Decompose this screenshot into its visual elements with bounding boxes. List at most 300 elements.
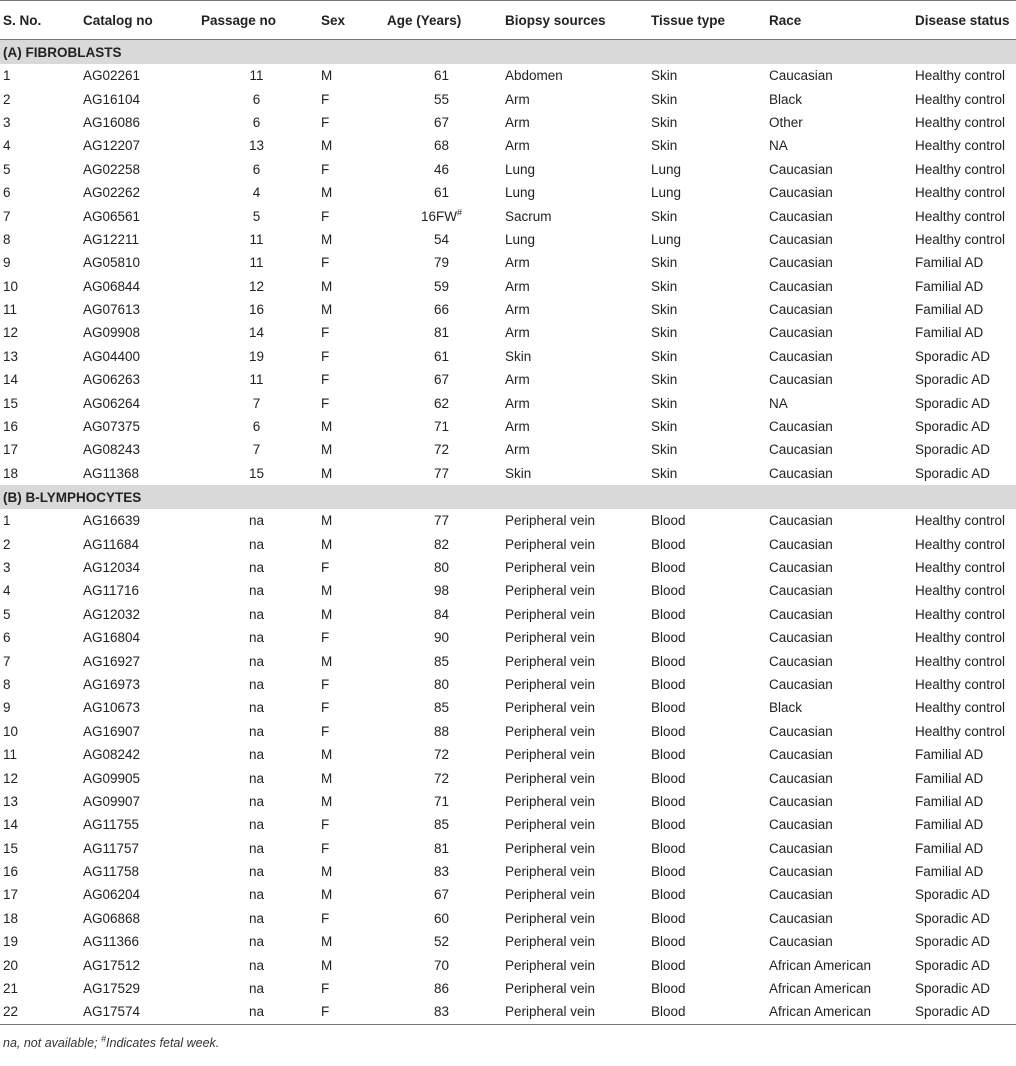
cell-biopsy-source: Arm — [505, 138, 530, 154]
cell-catalog-no: AG06264 — [83, 395, 141, 411]
section-title: (A) FIBROBLASTS — [0, 40, 1016, 65]
cell-disease-status: Familial AD — [915, 325, 984, 341]
cell-race: Black — [769, 700, 803, 716]
cell-race: Caucasian — [769, 536, 833, 552]
cell-passage-no: na — [248, 653, 265, 669]
cell-s-no: 4 — [3, 138, 11, 154]
cell-passage-no: 5 — [252, 208, 261, 224]
cell-passage-no: 6 — [252, 161, 261, 177]
cell-age: 16FW# — [420, 207, 463, 224]
cell-sex: F — [321, 325, 330, 341]
cell-sex: M — [321, 934, 333, 950]
cell-tissue-type: Blood — [651, 981, 686, 997]
cell-passage-no: 13 — [248, 138, 265, 154]
cell-race: Caucasian — [769, 513, 833, 529]
header-biopsy-sources: Biopsy sources — [502, 1, 648, 40]
cell-s-no: 9 — [3, 700, 11, 716]
cell-disease-status: Healthy control — [915, 68, 1006, 84]
cell-s-no: 16 — [3, 864, 19, 880]
cell-age: 81 — [433, 840, 450, 856]
cell-biopsy-source: Peripheral vein — [505, 747, 596, 763]
cell-race: Caucasian — [769, 185, 833, 201]
table-row — [0, 813, 1016, 836]
cell-catalog-no: AG11757 — [83, 840, 140, 856]
cell-passage-no: 6 — [252, 114, 261, 130]
cell-disease-status: Healthy control — [915, 208, 1006, 224]
cell-catalog-no: AG06263 — [83, 372, 141, 388]
cell-catalog-no: AG11716 — [83, 583, 140, 599]
cell-biopsy-source: Arm — [505, 302, 530, 318]
cell-disease-status: Familial AD — [915, 817, 984, 833]
table-row — [0, 251, 1016, 274]
cell-catalog-no: AG06204 — [83, 887, 141, 903]
cell-race: Caucasian — [769, 208, 833, 224]
cell-sex: M — [321, 419, 333, 435]
cell-biopsy-source: Arm — [505, 372, 530, 388]
cell-sex: F — [321, 372, 330, 388]
cell-catalog-no: AG16973 — [83, 676, 141, 692]
cell-passage-no: na — [248, 864, 265, 880]
cell-race: Caucasian — [769, 348, 833, 364]
cell-sex: M — [321, 747, 333, 763]
cell-age: 82 — [433, 536, 450, 552]
cell-race: Caucasian — [769, 606, 833, 622]
table-row — [0, 64, 1016, 87]
cell-biopsy-source: Peripheral vein — [505, 536, 596, 552]
cell-tissue-type: Lung — [651, 161, 682, 177]
cell-disease-status: Healthy control — [915, 583, 1006, 599]
cell-sex: F — [321, 700, 330, 716]
cell-race: NA — [769, 395, 788, 411]
cell-age: 85 — [433, 817, 450, 833]
cell-race: Caucasian — [769, 864, 833, 880]
cell-passage-no: 11 — [249, 68, 264, 84]
cell-biopsy-source: Peripheral vein — [505, 700, 596, 716]
cell-biopsy-source: Lung — [505, 161, 536, 177]
table-row — [0, 87, 1016, 110]
cell-biopsy-source: Arm — [505, 419, 530, 435]
cell-passage-no: na — [248, 747, 265, 763]
cell-s-no: 7 — [3, 208, 11, 224]
cell-passage-no: na — [248, 840, 265, 856]
cell-biopsy-source: Peripheral vein — [505, 793, 596, 809]
cell-passage-no: na — [198, 1000, 318, 1024]
cell-biopsy-source: Peripheral vein — [505, 981, 596, 997]
cell-tissue-type: Blood — [651, 957, 686, 973]
cell-race: Caucasian — [769, 747, 833, 763]
cell-tissue-type: Lung — [651, 231, 682, 247]
table-footnote — [0, 1025, 1016, 1050]
cell-age: 77 — [433, 513, 450, 529]
cell-s-no: 18 — [3, 910, 19, 926]
cell-s-no: 19 — [3, 934, 19, 950]
cell-disease-status: Healthy control — [915, 161, 1006, 177]
header-catalog-no: Catalog no — [80, 1, 198, 40]
cell-disease-status: Sporadic AD — [915, 372, 991, 388]
table-row — [0, 766, 1016, 789]
table-row — [0, 743, 1016, 766]
cell-biopsy-source: Peripheral vein — [505, 887, 596, 903]
cell-sex: F — [321, 208, 330, 224]
cell-disease-status: Healthy control — [915, 606, 1006, 622]
cell-sex: M — [321, 231, 333, 247]
cell-age: 84 — [433, 606, 450, 622]
cell-catalog-no: AG02258 — [83, 161, 141, 177]
cell-sex: F — [321, 676, 330, 692]
cell-age: 67 — [433, 887, 450, 903]
cell-s-no: 1 — [3, 513, 11, 529]
cell-catalog-no: AG04400 — [83, 348, 141, 364]
table-row — [0, 907, 1016, 930]
header-passage-no: Passage no — [198, 1, 318, 40]
cell-passage-no: na — [248, 981, 265, 997]
cell-biopsy-source: Arm — [505, 395, 530, 411]
cell-sex: M — [321, 864, 333, 880]
cell-s-no: 11 — [3, 302, 18, 318]
cell-s-no: 6 — [3, 185, 11, 201]
cell-age: 71 — [433, 793, 450, 809]
table-row — [0, 837, 1016, 860]
cell-sex: M — [321, 302, 333, 318]
header-sex: Sex — [318, 1, 384, 40]
cell-race: Caucasian — [769, 887, 833, 903]
footnote-hash: # — [101, 1033, 107, 1044]
table-row — [0, 603, 1016, 626]
cell-passage-no: na — [248, 817, 265, 833]
cell-catalog-no: AG11366 — [83, 934, 140, 950]
cell-age: 46 — [433, 161, 450, 177]
cell-race: Caucasian — [769, 723, 833, 739]
cell-disease-status: Healthy control — [915, 676, 1006, 692]
cell-age: 71 — [433, 419, 450, 435]
section-title: (B) B-LYMPHOCYTES — [0, 485, 1016, 509]
cell-catalog-no: AG06844 — [83, 278, 141, 294]
cell-catalog-no: AG09907 — [83, 793, 141, 809]
cell-biopsy-source: Lung — [505, 185, 536, 201]
cell-biopsy-source: Arm — [505, 278, 530, 294]
cell-disease-status: Healthy control — [915, 560, 1006, 575]
cell-passage-no: na — [248, 513, 265, 529]
table-row — [0, 977, 1016, 1000]
cell-catalog-no: AG02262 — [83, 185, 141, 201]
cell-biopsy-source: Peripheral vein — [505, 910, 596, 926]
cell-catalog-no: AG16639 — [83, 513, 141, 529]
cell-s-no: 4 — [3, 583, 11, 599]
cell-catalog-no: AG10673 — [83, 700, 141, 716]
table-row — [0, 860, 1016, 883]
cell-tissue-type: Skin — [651, 208, 678, 224]
cell-disease-status: Healthy control — [915, 114, 1006, 130]
cell-passage-no: 4 — [252, 185, 261, 201]
cell-biopsy-source: Peripheral vein — [505, 560, 596, 575]
cell-tissue-type: Blood — [651, 583, 686, 599]
cell-disease-status: Sporadic AD — [915, 934, 991, 950]
cell-passage-no: na — [248, 793, 265, 809]
cell-age: 61 — [433, 185, 450, 201]
cell-biopsy-source: Arm — [505, 442, 530, 458]
cell-race: Caucasian — [769, 817, 833, 833]
cell-sex: F — [321, 723, 330, 739]
cell-passage-no: na — [248, 723, 265, 739]
cell-disease-status: Sporadic AD — [915, 465, 991, 481]
cell-catalog-no: AG11755 — [83, 817, 140, 833]
cell-passage-no: na — [248, 583, 265, 599]
cell-tissue-type: Blood — [651, 747, 686, 763]
cell-age: 61 — [433, 68, 450, 84]
cell-s-no: 13 — [3, 793, 19, 809]
cell-age: 80 — [433, 560, 450, 575]
cell-biopsy-source: Peripheral vein — [505, 630, 596, 646]
cell-age: 86 — [433, 981, 450, 997]
cell-sex: F — [321, 395, 330, 411]
table-row — [0, 790, 1016, 813]
table-row — [0, 649, 1016, 672]
cell-catalog-no: AG05810 — [83, 255, 141, 271]
table-row — [0, 415, 1016, 438]
cell-catalog-no: AG06561 — [83, 208, 141, 224]
cell-race: Caucasian — [769, 161, 833, 177]
cell-tissue-type: Blood — [651, 770, 686, 786]
cell-tissue-type: Blood — [651, 723, 686, 739]
header-s-no: S. No. — [0, 1, 80, 40]
cell-tissue-type: Skin — [651, 68, 678, 84]
cell-catalog-no: AG12034 — [83, 560, 141, 575]
cell-passage-no: na — [248, 910, 265, 926]
cell-catalog-no: AG12032 — [83, 606, 141, 622]
table-row — [0, 579, 1016, 602]
cell-sex: F — [318, 1000, 384, 1024]
cell-biopsy-source: Arm — [505, 325, 530, 341]
cell-disease-status: Sporadic AD — [915, 419, 991, 435]
cell-tissue-type: Blood — [651, 887, 686, 903]
table-row — [0, 321, 1016, 344]
cell-s-no: 22 — [0, 1000, 80, 1024]
cell-catalog-no: AG07375 — [83, 419, 141, 435]
cell-race: Black — [769, 91, 803, 107]
cell-tissue-type: Skin — [651, 278, 678, 294]
cell-biopsy-source: Peripheral vein — [505, 723, 596, 739]
cell-s-no: 1 — [3, 68, 11, 84]
cell-sex: F — [321, 91, 330, 107]
cell-disease-status: Healthy control — [915, 185, 1006, 201]
cell-race: Caucasian — [769, 793, 833, 809]
cell-passage-no: na — [248, 887, 265, 903]
cell-passage-no: na — [248, 770, 265, 786]
cell-biopsy-source: Abdomen — [505, 68, 563, 84]
cell-tissue-type: Blood — [651, 513, 686, 529]
cell-s-no: 5 — [3, 606, 11, 622]
cell-age: 79 — [433, 255, 450, 271]
cell-disease-status: Healthy control — [915, 700, 1006, 716]
table-row — [0, 438, 1016, 461]
cell-race: Caucasian — [769, 560, 833, 575]
table-row — [0, 228, 1016, 251]
cell-biopsy-source: Arm — [505, 114, 530, 130]
footnote-fetal: Indicates fetal week. — [106, 1035, 220, 1050]
cell-disease-status: Familial AD — [915, 278, 984, 294]
cell-sex: F — [321, 348, 330, 364]
cell-catalog-no: AG09908 — [83, 325, 141, 341]
cell-disease-status: Healthy control — [915, 653, 1006, 669]
table-row — [0, 930, 1016, 953]
cell-passage-no: 11 — [249, 255, 264, 271]
cell-age: 68 — [433, 138, 450, 154]
cell-disease-status: Sporadic AD — [912, 1000, 1016, 1024]
table-row — [0, 532, 1016, 555]
cell-tissue-type: Skin — [651, 372, 678, 388]
cell-sex: M — [321, 583, 333, 599]
cell-s-no: 16 — [3, 419, 19, 435]
cell-tissue-type: Blood — [651, 934, 686, 950]
cell-catalog-no: AG08243 — [83, 442, 141, 458]
table-row — [0, 158, 1016, 181]
cell-age: 70 — [433, 957, 450, 973]
cell-s-no: 2 — [3, 91, 11, 107]
cell-race: African American — [766, 1000, 912, 1024]
table-row — [0, 953, 1016, 976]
cell-age: 54 — [433, 231, 450, 247]
cell-s-no: 6 — [3, 630, 11, 646]
cell-sex: M — [321, 68, 333, 84]
cell-s-no: 12 — [3, 770, 19, 786]
cell-tissue-type: Blood — [651, 536, 686, 552]
cell-s-no: 12 — [3, 325, 19, 341]
cell-disease-status: Familial AD — [915, 864, 984, 880]
cell-age: 72 — [433, 442, 450, 458]
table-row — [0, 204, 1016, 227]
cell-biopsy-source: Arm — [505, 91, 530, 107]
table-row — [0, 1000, 1016, 1024]
cell-race: Caucasian — [769, 68, 833, 84]
cell-disease-status: Healthy control — [915, 723, 1006, 739]
cell-s-no: 3 — [3, 560, 11, 575]
cell-biopsy-source: Lung — [505, 231, 536, 247]
table-row — [0, 134, 1016, 157]
table-row — [0, 626, 1016, 649]
cell-passage-no: 11 — [249, 372, 264, 388]
cell-disease-status: Sporadic AD — [915, 887, 991, 903]
cell-disease-status: Healthy control — [915, 91, 1006, 107]
cell-biopsy-source: Peripheral vein — [505, 653, 596, 669]
cell-age: 72 — [433, 770, 450, 786]
cell-sex: F — [321, 114, 330, 130]
cell-tissue-type: Blood — [651, 910, 686, 926]
cell-biopsy-source: Peripheral vein — [502, 1000, 648, 1024]
cell-passage-no: 7 — [252, 442, 261, 458]
cell-passage-no: 6 — [252, 419, 261, 435]
table-row — [0, 673, 1016, 696]
cell-passage-no: 11 — [249, 231, 264, 247]
cell-disease-status: Healthy control — [915, 138, 1006, 154]
cell-catalog-no: AG06868 — [83, 910, 141, 926]
cell-tissue-type: Blood — [651, 817, 686, 833]
cell-race: Caucasian — [769, 934, 833, 950]
cell-biopsy-source: Skin — [505, 465, 532, 481]
cell-tissue-type: Skin — [651, 465, 678, 481]
cell-passage-no: na — [248, 934, 265, 950]
cell-race: Caucasian — [769, 676, 833, 692]
cell-sex: M — [321, 278, 333, 294]
cell-tissue-type: Skin — [651, 138, 678, 154]
cell-sex: F — [321, 560, 330, 575]
cell-catalog-no: AG16804 — [83, 630, 141, 646]
table-row — [0, 696, 1016, 719]
cell-tissue-type: Skin — [651, 114, 678, 130]
cell-passage-no: na — [248, 560, 265, 575]
cell-s-no: 15 — [3, 395, 19, 411]
cell-biopsy-source: Peripheral vein — [505, 676, 596, 692]
cell-age: 67 — [433, 372, 450, 388]
cell-race: Caucasian — [769, 583, 833, 599]
cell-sex: M — [321, 442, 333, 458]
cell-s-no: 14 — [3, 817, 19, 833]
cell-race: Caucasian — [769, 325, 833, 341]
cell-s-no: 10 — [3, 723, 19, 739]
cell-age: 83 — [384, 1000, 502, 1024]
cell-sex: F — [321, 840, 330, 856]
cell-catalog-no: AG11758 — [83, 864, 140, 880]
cell-s-no: 18 — [3, 465, 19, 481]
cell-biopsy-source: Peripheral vein — [505, 817, 596, 833]
cell-passage-no: na — [248, 536, 265, 552]
cell-biopsy-source: Arm — [505, 255, 530, 271]
cell-tissue-type: Skin — [651, 348, 678, 364]
cell-race: Other — [769, 114, 803, 130]
cell-disease-status: Sporadic AD — [915, 957, 991, 973]
cell-s-no: 17 — [3, 442, 19, 458]
cell-passage-no: 19 — [248, 348, 265, 364]
cell-catalog-no: AG09905 — [83, 770, 141, 786]
cell-age: 67 — [433, 114, 450, 130]
cell-catalog-no: AG16104 — [83, 91, 141, 107]
cell-passage-no: 14 — [248, 325, 265, 341]
cell-s-no: 10 — [3, 278, 19, 294]
cell-disease-status: Sporadic AD — [915, 910, 991, 926]
cell-biopsy-source: Peripheral vein — [505, 513, 596, 529]
table-row — [0, 462, 1016, 485]
cell-tissue-type: Skin — [651, 325, 678, 341]
cell-sex: M — [321, 957, 333, 973]
cell-s-no: 14 — [3, 372, 19, 388]
cell-tissue-type: Skin — [651, 395, 678, 411]
cell-tissue-type: Skin — [651, 302, 678, 318]
cell-s-no: 5 — [3, 161, 11, 177]
cell-race: Caucasian — [769, 278, 833, 294]
cell-s-no: 13 — [3, 348, 19, 364]
cell-age: 77 — [433, 465, 450, 481]
cell-age: 83 — [433, 864, 450, 880]
section-row — [0, 40, 1016, 65]
header-age: Age (Years) — [384, 1, 502, 40]
cell-race: Caucasian — [769, 630, 833, 646]
cell-passage-no: 6 — [252, 91, 261, 107]
cell-passage-no: na — [248, 700, 265, 716]
cell-race: Caucasian — [769, 442, 833, 458]
cell-sex: M — [321, 793, 333, 809]
cell-race: Caucasian — [769, 465, 833, 481]
cell-race: Caucasian — [769, 255, 833, 271]
cell-age: 61 — [433, 348, 450, 364]
cell-tissue-type: Blood — [651, 560, 686, 575]
cell-tissue-type: Skin — [651, 255, 678, 271]
cell-s-no: 3 — [3, 114, 11, 130]
cell-biopsy-source: Peripheral vein — [505, 606, 596, 622]
cell-tissue-type: Blood — [648, 1000, 766, 1024]
cell-age: 81 — [433, 325, 450, 341]
cell-passage-no: na — [248, 630, 265, 646]
cell-tissue-type: Skin — [651, 419, 678, 435]
cell-tissue-type: Blood — [651, 700, 686, 716]
